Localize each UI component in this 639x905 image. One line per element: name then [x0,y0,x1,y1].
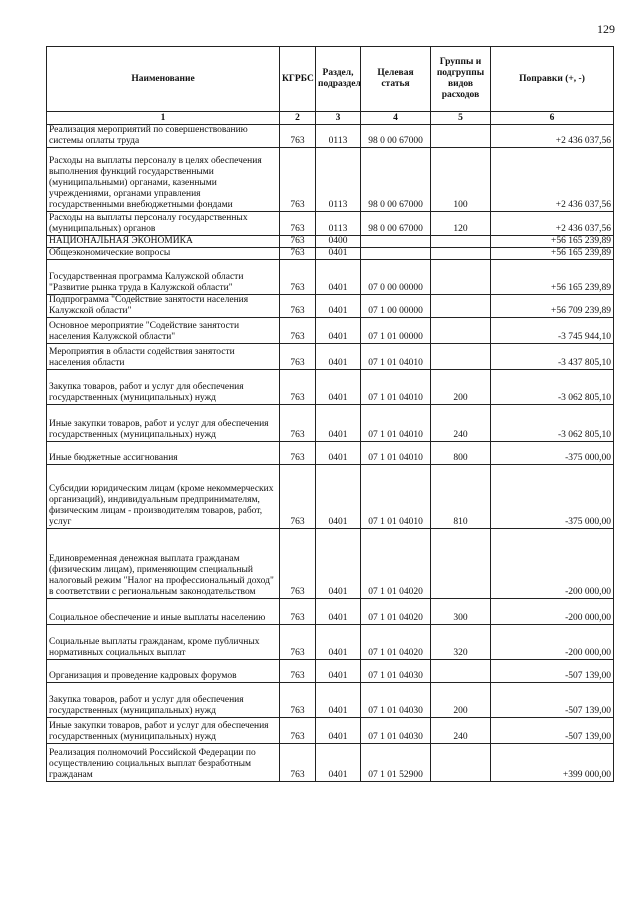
row-section: 0401 [316,599,361,625]
page-number: 129 [597,22,615,36]
column-number-row [47,112,614,125]
row-name: Реализация мероприятий по совершенствованию системы оплаты труда [47,125,280,148]
row-target: 07 1 01 04030 [361,718,431,744]
table-row [47,370,614,405]
row-target: 07 1 01 04010 [361,405,431,442]
row-amount: -3 745 944,10 [491,318,614,344]
row-kgrbs: 763 [280,125,316,148]
row-amount: -3 437 805,10 [491,344,614,370]
row-amount: +56 165 239,89 [491,236,614,248]
row-target: 07 1 01 04010 [361,442,431,465]
table-row [47,529,614,599]
row-section: 0401 [316,625,361,660]
row-target: 07 1 01 04020 [361,599,431,625]
row-target: 07 1 00 00000 [361,295,431,318]
table-row [47,148,614,212]
table-row [47,405,614,442]
table-row [47,212,614,236]
row-section: 0401 [316,344,361,370]
row-group [431,236,491,248]
row-target: 07 1 01 04010 [361,465,431,529]
row-section: 0113 [316,125,361,148]
row-kgrbs: 763 [280,318,316,344]
row-group [431,344,491,370]
header-section: Раздел, подраздел [316,47,361,112]
row-kgrbs: 763 [280,529,316,599]
row-target: 07 1 01 04020 [361,529,431,599]
row-group: 200 [431,683,491,718]
row-kgrbs: 763 [280,248,316,260]
row-section: 0400 [316,236,361,248]
row-group: 200 [431,370,491,405]
row-amount: -507 139,00 [491,683,614,718]
row-name: Организация и проведение кадровых форумов [47,660,280,683]
column-number: 3 [316,112,361,125]
row-target: 98 0 00 67000 [361,212,431,236]
row-group [431,295,491,318]
row-kgrbs: 763 [280,599,316,625]
column-number: 2 [280,112,316,125]
row-amount: -507 139,00 [491,718,614,744]
table-row [47,465,614,529]
row-amount: -200 000,00 [491,529,614,599]
row-target: 98 0 00 67000 [361,148,431,212]
row-kgrbs: 763 [280,718,316,744]
row-amount: +56 709 239,89 [491,295,614,318]
header-kgrbs: КГРБС [280,47,316,112]
table-row [47,744,614,782]
row-kgrbs: 763 [280,295,316,318]
row-kgrbs: 763 [280,344,316,370]
row-kgrbs: 763 [280,465,316,529]
row-amount: +2 436 037,56 [491,148,614,212]
row-target: 07 1 01 04020 [361,625,431,660]
row-target: 07 1 01 04010 [361,344,431,370]
row-target: 07 1 01 04010 [361,370,431,405]
row-amount: -200 000,00 [491,599,614,625]
row-kgrbs: 763 [280,260,316,295]
row-group: 120 [431,212,491,236]
row-group [431,248,491,260]
header-target: Целевая статья [361,47,431,112]
row-target: 07 1 01 04030 [361,683,431,718]
row-kgrbs: 763 [280,625,316,660]
row-name: Основное мероприятие "Содействие занятости населения Калужской области" [47,318,280,344]
row-target [361,236,431,248]
table-row [47,295,614,318]
row-group: 320 [431,625,491,660]
row-group: 100 [431,148,491,212]
column-number: 4 [361,112,431,125]
row-group [431,744,491,782]
table-row [47,248,614,260]
row-name: Общеэкономические вопросы [47,248,280,260]
row-amount: -200 000,00 [491,625,614,660]
row-group [431,318,491,344]
row-section: 0401 [316,465,361,529]
column-number: 6 [491,112,614,125]
header-name: Наименование [47,47,280,112]
row-group: 300 [431,599,491,625]
row-target: 07 1 01 00000 [361,318,431,344]
row-name: Субсидии юридическим лицам (кроме некоммерческих организаций), индивидуальным предпринимателям, физическим лицам - производителям товаров, работ, услуг [47,465,280,529]
row-amount: +56 165 239,89 [491,248,614,260]
row-target: 07 1 01 04030 [361,660,431,683]
row-group: 810 [431,465,491,529]
header-row [47,47,614,112]
table-row [47,718,614,744]
row-amount: +2 436 037,56 [491,125,614,148]
table-row [47,599,614,625]
row-name: Социальное обеспечение и иные выплаты населению [47,599,280,625]
table-row [47,260,614,295]
row-group: 240 [431,405,491,442]
table-row [47,125,614,148]
table-row [47,683,614,718]
row-section: 0113 [316,212,361,236]
row-amount: +399 000,00 [491,744,614,782]
row-name: Реализация полномочий Российской Федерации по осуществлению социальных выплат безработным гражданам [47,744,280,782]
row-section: 0401 [316,529,361,599]
row-name: Мероприятия в области содействия занятости населения области [47,344,280,370]
row-name: Социальные выплаты гражданам, кроме публичных нормативных социальных выплат [47,625,280,660]
header-amendments: Поправки (+, -) [491,47,614,112]
table-row [47,442,614,465]
column-number: 1 [47,112,280,125]
table-row [47,344,614,370]
table-row [47,318,614,344]
row-kgrbs: 763 [280,660,316,683]
row-kgrbs: 763 [280,236,316,248]
row-section: 0401 [316,683,361,718]
row-section: 0401 [316,718,361,744]
row-kgrbs: 763 [280,370,316,405]
row-group [431,125,491,148]
row-name: Иные бюджетные ассигнования [47,442,280,465]
row-name: Государственная программа Калужской области "Развитие рынка труда в Калужской области" [47,260,280,295]
row-section: 0401 [316,442,361,465]
row-target: 98 0 00 67000 [361,125,431,148]
row-section: 0401 [316,248,361,260]
row-group [431,660,491,683]
row-section: 0401 [316,370,361,405]
row-group [431,529,491,599]
row-section: 0401 [316,260,361,295]
row-name: Иные закупки товаров, работ и услуг для обеспечения государственных (муниципальных) нужд [47,405,280,442]
row-kgrbs: 763 [280,442,316,465]
row-kgrbs: 763 [280,405,316,442]
row-name: Иные закупки товаров, работ и услуг для обеспечения государственных (муниципальных) нужд [47,718,280,744]
row-target [361,248,431,260]
table-row [47,625,614,660]
row-section: 0113 [316,148,361,212]
column-number: 5 [431,112,491,125]
row-name: Расходы на выплаты персоналу в целях обеспечения выполнения функций государственными (муниципальными) органами, казенными учреждениями, органами управления государственными внебюджетными фондами [47,148,280,212]
row-section: 0401 [316,744,361,782]
row-amount: +2 436 037,56 [491,212,614,236]
row-name: Подпрограмма "Содействие занятости населения Калужской области" [47,295,280,318]
budget-table [46,46,614,782]
row-name: Единовременная денежная выплата гражданам (физическим лицам), применяющим специальный налоговый режим "Налог на профессиональный доход" в соответствии с региональным законодательством [47,529,280,599]
row-amount: -375 000,00 [491,442,614,465]
row-group: 800 [431,442,491,465]
row-kgrbs: 763 [280,212,316,236]
row-amount: +56 165 239,89 [491,260,614,295]
row-section: 0401 [316,660,361,683]
row-target: 07 0 00 00000 [361,260,431,295]
row-name: Расходы на выплаты персоналу государственных (муниципальных) органов [47,212,280,236]
row-amount: -507 139,00 [491,660,614,683]
row-amount: -3 062 805,10 [491,370,614,405]
header-groups: Группы и подгруппы видов расходов [431,47,491,112]
table-row [47,236,614,248]
row-amount: -3 062 805,10 [491,405,614,442]
row-amount: -375 000,00 [491,465,614,529]
row-kgrbs: 763 [280,683,316,718]
row-name: Закупка товаров, работ и услуг для обеспечения государственных (муниципальных) нужд [47,370,280,405]
row-kgrbs: 763 [280,744,316,782]
row-section: 0401 [316,295,361,318]
row-name: Закупка товаров, работ и услуг для обеспечения государственных (муниципальных) нужд [47,683,280,718]
row-group: 240 [431,718,491,744]
row-target: 07 1 01 52900 [361,744,431,782]
row-name: НАЦИОНАЛЬНАЯ ЭКОНОМИКА [47,236,280,248]
row-section: 0401 [316,318,361,344]
table-row [47,660,614,683]
row-kgrbs: 763 [280,148,316,212]
row-section: 0401 [316,405,361,442]
row-group [431,260,491,295]
